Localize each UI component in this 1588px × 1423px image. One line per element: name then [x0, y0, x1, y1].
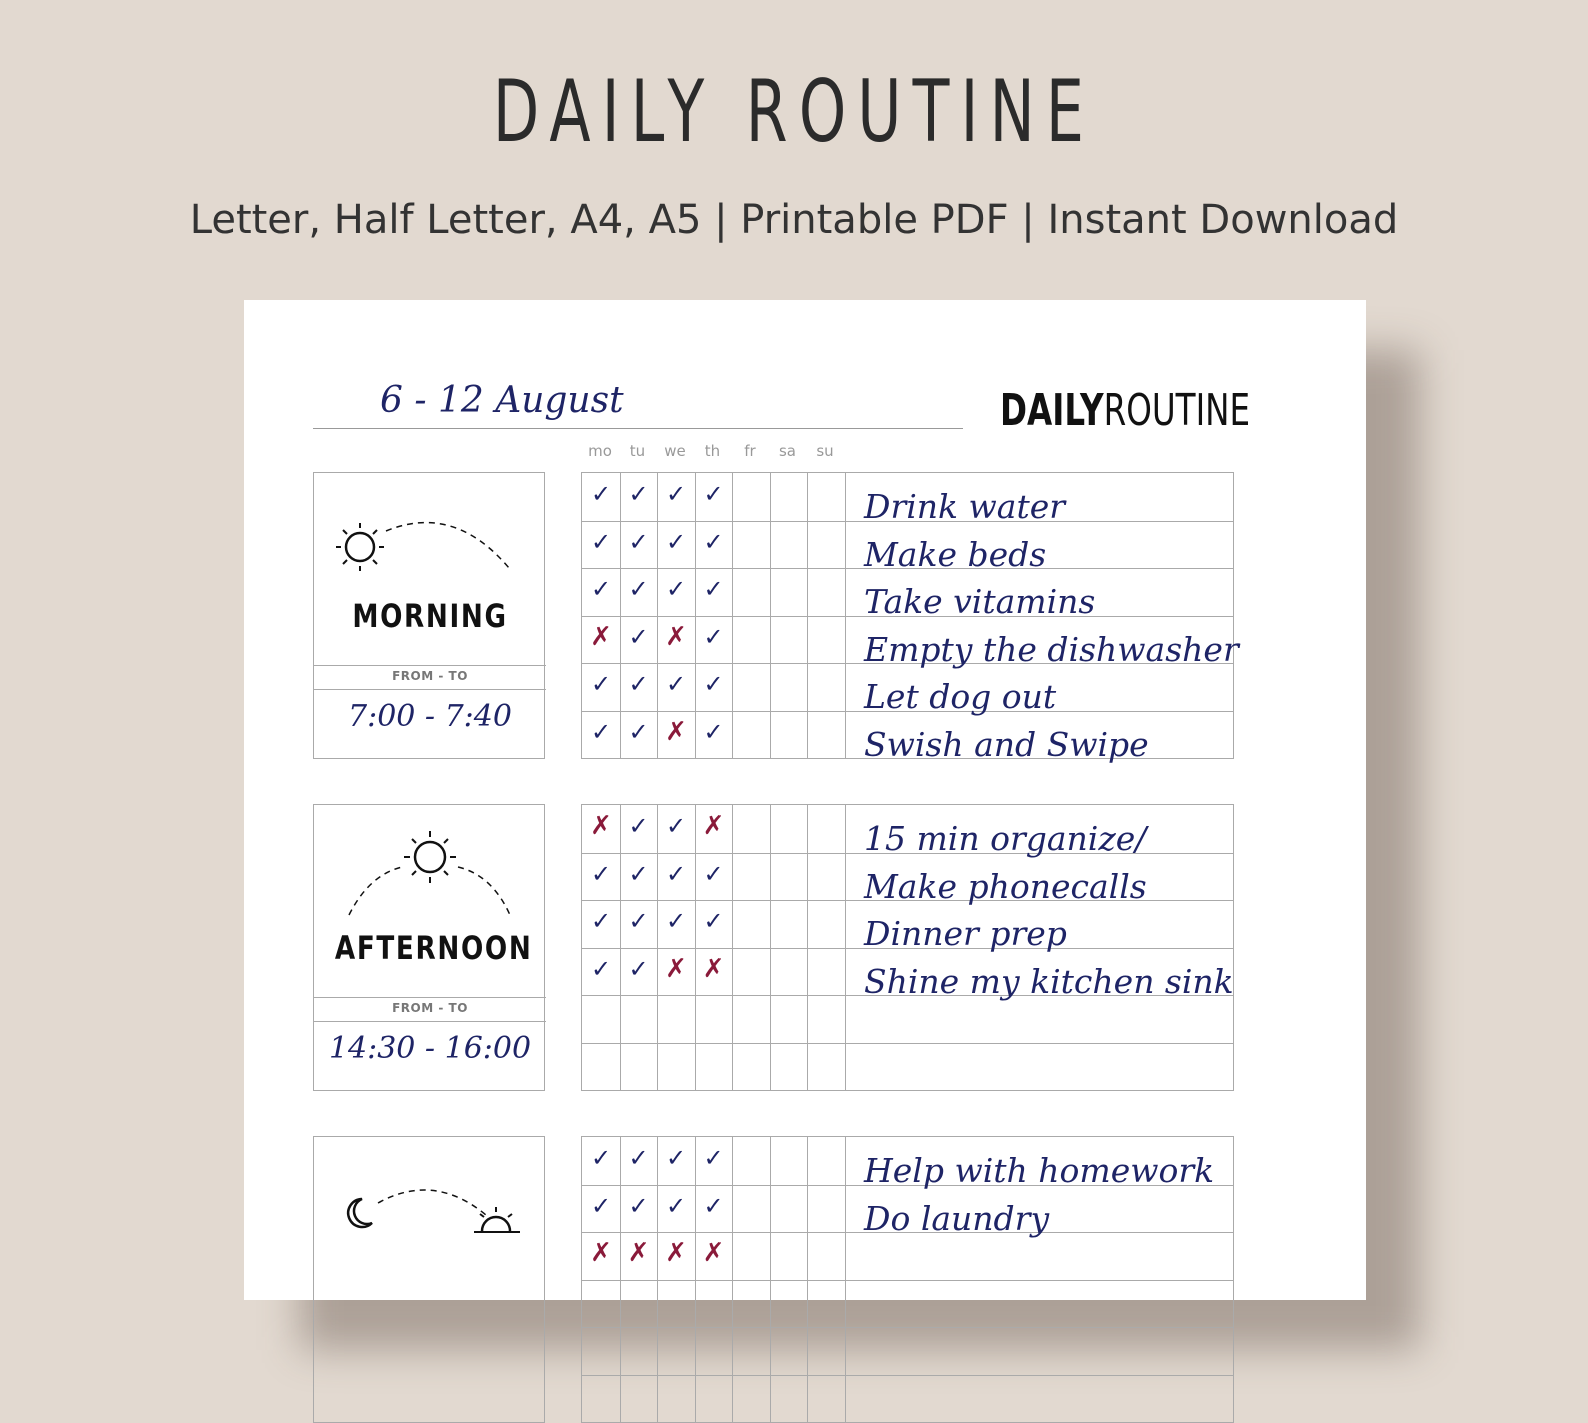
period-label: AFTERNOON [334, 929, 533, 967]
sheet-title-light: ROUTINE [1103, 385, 1251, 436]
column-line [657, 473, 658, 758]
column-line [695, 1137, 696, 1422]
check-mark-icon[interactable]: ✓ [590, 954, 612, 983]
column-line [770, 805, 771, 1090]
cross-mark-icon[interactable]: ✗ [590, 1238, 612, 1269]
column-line [695, 805, 696, 1090]
check-mark-icon[interactable]: ✓ [590, 575, 612, 604]
check-mark-icon[interactable]: ✓ [628, 527, 649, 556]
routine-task: 15 min organize/ [864, 819, 1147, 858]
column-line [620, 473, 621, 758]
column-line [770, 473, 771, 758]
check-mark-icon[interactable]: ✓ [665, 812, 687, 840]
day-label-tu: tu [629, 442, 646, 460]
check-mark-icon[interactable]: ✓ [628, 670, 649, 699]
divider [314, 689, 546, 690]
check-mark-icon[interactable]: ✓ [590, 670, 612, 699]
check-mark-icon[interactable]: ✓ [665, 859, 687, 888]
column-line [807, 805, 808, 1090]
divider [314, 665, 546, 666]
check-mark-icon[interactable]: ✓ [628, 1144, 649, 1172]
check-mark-icon[interactable]: ✓ [628, 954, 649, 983]
check-mark-icon[interactable]: ✓ [703, 1191, 724, 1220]
check-mark-icon[interactable]: ✓ [628, 622, 649, 651]
habit-grid [581, 1136, 1234, 1423]
day-label-mo: mo [588, 442, 612, 460]
time-range: 7:00 - 7:40 [348, 699, 512, 734]
check-mark-icon[interactable]: ✓ [703, 670, 724, 699]
column-line [770, 1137, 771, 1422]
column-line [807, 473, 808, 758]
column-line [845, 473, 846, 758]
cross-mark-icon[interactable]: ✗ [590, 621, 612, 652]
column-line [657, 1137, 658, 1422]
column-line [620, 805, 621, 1090]
cross-mark-icon[interactable]: ✗ [665, 621, 687, 652]
check-mark-icon[interactable]: ✓ [628, 1191, 649, 1220]
day-label-sa: sa [778, 442, 796, 460]
check-mark-icon[interactable]: ✓ [628, 575, 649, 604]
column-line [695, 473, 696, 758]
check-mark-icon[interactable]: ✓ [590, 527, 612, 556]
check-mark-icon[interactable]: ✓ [590, 907, 612, 936]
check-mark-icon[interactable]: ✓ [703, 527, 724, 556]
sheet-title-bold: DAILY [1000, 385, 1104, 436]
time-range: 14:30 - 16:00 [328, 1031, 532, 1066]
row-line [582, 1327, 1233, 1328]
routine-task: Dinner prep [864, 914, 1067, 954]
routine-task: Shine my kitchen sink [864, 961, 1234, 1001]
column-line [732, 805, 733, 1090]
check-mark-icon[interactable]: ✓ [703, 622, 724, 651]
cross-mark-icon[interactable]: ✗ [702, 811, 725, 841]
check-mark-icon[interactable]: ✓ [703, 718, 724, 746]
check-mark-icon[interactable]: ✓ [703, 480, 724, 508]
routine-task: Help with homework [864, 1151, 1215, 1190]
routine-task: Make phonecalls [864, 866, 1147, 906]
routine-task: Take vitamins [864, 582, 1096, 622]
row-line [582, 1043, 1233, 1044]
date-underline [313, 428, 963, 429]
check-mark-icon[interactable]: ✓ [665, 907, 687, 936]
week-date: 6 - 12 August [380, 380, 624, 421]
check-mark-icon[interactable]: ✓ [665, 575, 687, 604]
check-mark-icon[interactable]: ✓ [590, 480, 612, 508]
column-line [845, 1137, 846, 1422]
page-subtitle: Letter, Half Letter, A4, A5 | Printable PDF | Instant Download [189, 197, 1399, 243]
sheet-title [1000, 386, 1250, 436]
check-mark-icon[interactable]: ✓ [628, 859, 649, 888]
check-mark-icon[interactable]: ✓ [703, 575, 724, 604]
check-mark-icon[interactable]: ✓ [628, 480, 649, 508]
check-mark-icon[interactable]: ✓ [628, 718, 649, 746]
row-line [582, 1375, 1233, 1376]
day-label-su: su [816, 442, 834, 460]
cross-mark-icon[interactable]: ✗ [590, 811, 612, 841]
check-mark-icon[interactable]: ✓ [665, 670, 687, 699]
routine-task: Drink water [864, 487, 1066, 526]
row-line [582, 1280, 1233, 1281]
check-mark-icon[interactable]: ✓ [665, 527, 687, 556]
check-mark-icon[interactable]: ✓ [590, 1191, 612, 1220]
cross-mark-icon[interactable]: ✗ [627, 1238, 650, 1269]
cross-mark-icon[interactable]: ✗ [665, 1238, 687, 1269]
routine-task: Make beds [864, 534, 1047, 574]
period-label: MORNING [352, 597, 508, 635]
column-line [732, 1137, 733, 1422]
check-mark-icon[interactable]: ✓ [590, 859, 612, 888]
column-line [732, 473, 733, 758]
period-box [313, 472, 545, 759]
day-label-we: we [664, 442, 686, 460]
habit-grid [581, 804, 1234, 1091]
day-label-fr: fr [744, 442, 756, 460]
column-line [620, 1137, 621, 1422]
check-mark-icon[interactable]: ✓ [628, 907, 649, 936]
habit-grid [581, 472, 1239, 764]
column-line [807, 1137, 808, 1422]
column-line [657, 805, 658, 1090]
period-box [313, 1136, 545, 1423]
routine-task: Empty the dishwasher [864, 629, 1239, 669]
routine-task: Swish and Swipe [864, 725, 1149, 764]
divider [314, 997, 546, 998]
planner-sheet [244, 300, 1366, 1300]
check-mark-icon[interactable]: ✓ [703, 1144, 724, 1172]
check-mark-icon[interactable]: ✓ [665, 1191, 687, 1220]
from-to-label: FROM - TO [392, 1001, 468, 1015]
cross-mark-icon[interactable]: ✗ [702, 953, 725, 984]
from-to-label: FROM - TO [392, 669, 468, 683]
period-box [313, 804, 545, 1091]
check-mark-icon[interactable]: ✓ [703, 859, 724, 888]
check-mark-icon[interactable]: ✓ [590, 1144, 612, 1172]
cross-mark-icon[interactable]: ✗ [702, 1238, 725, 1269]
page-headline: DAILY ROUTINE [492, 62, 1096, 162]
column-line [845, 805, 846, 1090]
routine-task: Let dog out [864, 677, 1057, 717]
check-mark-icon[interactable]: ✓ [703, 907, 724, 936]
check-mark-icon[interactable]: ✓ [665, 1144, 687, 1172]
check-mark-icon[interactable]: ✓ [665, 480, 687, 508]
day-label-th: th [704, 442, 721, 460]
check-mark-icon[interactable]: ✓ [628, 812, 649, 840]
check-mark-icon[interactable]: ✓ [590, 718, 612, 746]
cross-mark-icon[interactable]: ✗ [665, 717, 687, 747]
cross-mark-icon[interactable]: ✗ [665, 953, 687, 984]
divider [314, 1021, 546, 1022]
routine-task: Do laundry [864, 1198, 1050, 1238]
